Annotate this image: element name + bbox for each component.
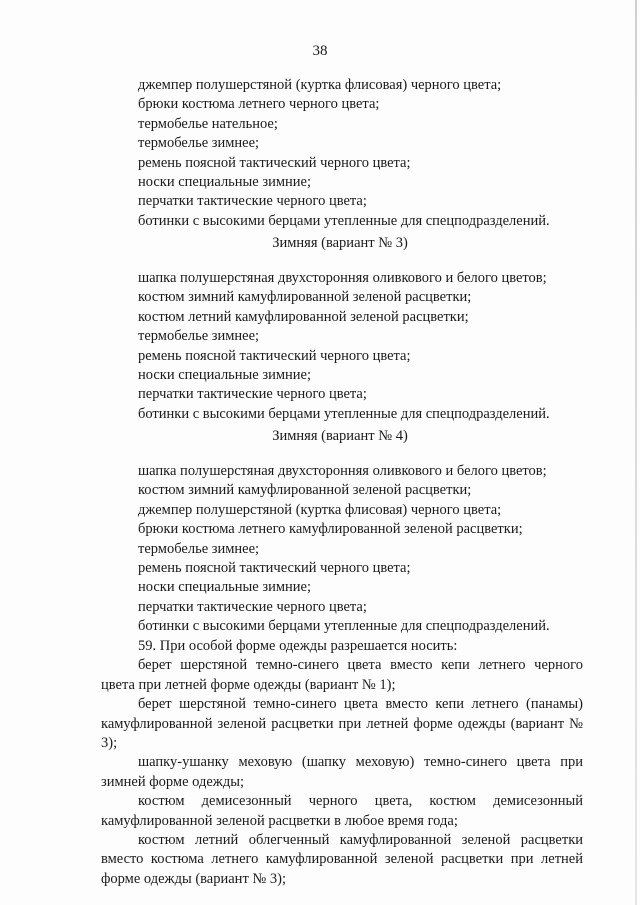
list-item: брюки костюма летнего камуфлированной зеленой расцветки; xyxy=(138,521,523,538)
list-item: джемпер полушерстяной (куртка флисовая) черного цвета; xyxy=(138,77,502,93)
clause-paragraph: берет шерстяной темно-синего цвета вместо кепи летнего черного цвета при летней форме одежды (вариант № 1); xyxy=(101,657,583,693)
list-item: ремень поясной тактический черного цвета; xyxy=(138,347,411,364)
list-item: перчатки тактические черного цвета; xyxy=(138,193,367,210)
list-item: костюм зимний камуфлированной зеленой расцветки; xyxy=(138,482,472,499)
list-item: ремень поясной тактический черного цвета; xyxy=(138,154,411,171)
list-item: носки специальные зимние; xyxy=(138,579,312,596)
list-item: джемпер полушерстяной (куртка флисовая) черного цвета; xyxy=(138,501,502,518)
list-item: шапка полушерстяная двухсторонняя оливкового и белого цветов; xyxy=(138,463,547,479)
list-item: ботинки с высокими берцами утепленные для спецподразделений. xyxy=(138,405,550,422)
list-item: ботинки с высокими берцами утепленные для спецподразделений. xyxy=(138,618,550,635)
list-item: шапка полушерстяная двухсторонняя оливкового и белого цветов; xyxy=(138,270,547,286)
list-item: костюм зимний камуфлированной зеленой расцветки; xyxy=(138,289,472,306)
list-item: термобелье зимнее; xyxy=(138,540,260,557)
clause-paragraph: шапку-ушанку меховую (шапку меховую) темно-синего цвета при зимней форме одежды; xyxy=(101,754,583,790)
clause-paragraph: костюм демисезонный черного цвета, костюм демисезонный камуфлированной зеленой расцветки в любое время года; xyxy=(101,793,583,829)
list-item: брюки костюма летнего черного цвета; xyxy=(138,96,380,113)
list-item: ботинки с высокими берцами утепленные для спецподразделений. xyxy=(138,212,550,229)
list-item: термобелье нательное; xyxy=(138,115,278,132)
section-variant-3-list xyxy=(0,269,640,424)
scan-edge-shadow xyxy=(635,0,637,905)
section-heading: Зимняя (вариант № 3) xyxy=(272,235,408,251)
clause-intro: 59. При особой форме одежды разрешается носить: xyxy=(138,638,458,654)
list-item: перчатки тактические черного цвета; xyxy=(138,598,367,615)
list-item: перчатки тактические черного цвета; xyxy=(138,386,367,403)
clause-59 xyxy=(0,637,640,889)
clause-paragraph: берет шерстяной темно-синего цвета вместо кепи летнего (панамы) камуфлированной зеленой расцветки при летней форме одежды (вариант № 3); xyxy=(101,696,583,752)
clause-paragraph: костюм летний облегченный камуфлированной зеленой расцветки вместо костюма летнего камуфлированной зеленой расцветки при летней форме одежды (вариант № 3); xyxy=(101,832,583,887)
list-item: ремень поясной тактический черного цвета; xyxy=(138,560,411,577)
section-heading: Зимняя (вариант № 4) xyxy=(272,428,408,444)
list-item: носки специальные зимние; xyxy=(138,174,312,191)
list-item: термобелье зимнее; xyxy=(138,328,260,345)
list-item: костюм летний камуфлированной зеленой расцветки; xyxy=(138,308,469,325)
list-item: носки специальные зимние; xyxy=(138,367,312,384)
page-number: 38 xyxy=(312,43,328,59)
section-variant-4-list xyxy=(0,462,640,637)
section-variant-3 xyxy=(0,234,640,253)
section-top-list xyxy=(0,76,640,231)
section-variant-4 xyxy=(0,427,640,446)
list-item: термобелье зимнее; xyxy=(138,135,260,152)
